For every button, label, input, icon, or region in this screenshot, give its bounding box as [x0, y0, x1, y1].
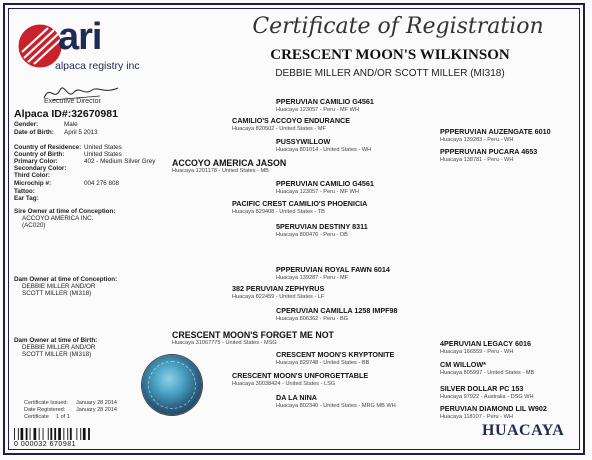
barcode-bar	[34, 428, 37, 440]
pedigree-detail: Huacaya 123057 - Peru - MF WH	[276, 106, 360, 113]
pedigree-detail: Huacaya 97922 - Australia - DSG WH	[440, 393, 534, 400]
pedigree-detail: Huacaya 822459 - United States - LF	[232, 293, 325, 300]
certificate-count-value: 1 of 1	[56, 414, 70, 420]
pedigree-name: CAMILIO'S ACCOYO ENDURANCE	[232, 116, 351, 125]
barcode-bar	[50, 428, 52, 440]
pedigree-entry	[232, 117, 350, 132]
alpaca-id-value: 32670981	[71, 108, 118, 120]
dob-value: April 5 2013	[64, 129, 98, 136]
dob-label: Date of Birth:	[14, 129, 54, 136]
pedigree-detail: Huacaya 123057 - Peru - MF WH	[276, 188, 360, 195]
barcode-bar	[14, 428, 15, 440]
pedigree-entry	[276, 98, 374, 113]
logo-text: ari	[58, 16, 102, 58]
barcode-bar	[63, 428, 64, 440]
barcode-bar	[80, 428, 81, 440]
barcode-number: 0 000032 670981	[14, 441, 76, 448]
pedigree-entry	[440, 148, 537, 163]
pedigree-entry	[440, 128, 551, 143]
pedigree-name: PPPERUVIAN AUZENGATE 6010	[440, 127, 551, 136]
pedigree-detail: Huacaya 30038424 - United States - LSG	[232, 380, 336, 387]
barcode-icon	[14, 428, 110, 440]
pedigree-entry	[440, 405, 547, 420]
animal-name: CRESCENT MOON'S WILKINSON	[270, 47, 510, 63]
barcode-bar	[54, 428, 56, 440]
barcode-bar	[76, 428, 77, 440]
barcode-bar	[39, 428, 40, 440]
pedigree-detail: Huacaya 138781 - Peru - WH	[440, 156, 514, 163]
pedigree-entry	[440, 361, 534, 376]
pedigree-name: 4PERUVIAN LEGACY 6016	[440, 339, 531, 348]
pedigree-detail: Huacaya 802340 - United States - MRG MB WH	[276, 402, 396, 409]
residence-value: United States	[84, 144, 122, 151]
sire-owner-line-2: (AC020)	[22, 222, 46, 229]
pedigree-entry	[440, 340, 531, 355]
birth-country-label: Country of Birth:	[14, 151, 65, 158]
certificate-count-label: Certificate	[24, 414, 49, 420]
pedigree-detail: Huacaya 806362 - Peru - BG	[276, 315, 349, 322]
barcode-bar	[43, 428, 44, 440]
pedigree-entry-sire	[172, 158, 286, 175]
hologram-seal-icon	[142, 355, 202, 415]
pedigree-detail: Huacaya 829408 - United States - TB	[232, 208, 325, 215]
date-registered-value: January 28 2014	[76, 407, 117, 413]
logo-subtitle: alpaca registry inc	[55, 60, 140, 72]
gender-value: Male	[64, 121, 78, 128]
pedigree-entry	[276, 180, 374, 195]
residence-label: Country of Residence:	[14, 144, 82, 151]
pedigree-name: PUSSYWILLOW	[276, 137, 331, 146]
pedigree-name: CM WILLOW*	[440, 360, 486, 369]
microchip-label: Microchip #:	[14, 180, 52, 187]
pedigree-detail: Huacaya 118107 - Peru - WH	[440, 413, 513, 420]
dam-owner-conception-line-1: DEBBIE MILLER AND/OR	[22, 283, 96, 290]
pedigree-name: SILVER DOLLAR PC 153	[440, 384, 524, 393]
eartag-label: Ear Tag:	[14, 195, 39, 202]
dam-owner-birth-label: Dam Owner at time of Birth:	[14, 337, 98, 344]
pedigree-detail: Huacaya 31067775 - United States - MSG	[172, 340, 277, 346]
barcode-bar	[88, 428, 90, 440]
pedigree-name: PPPERUVIAN PUCARA 4653	[440, 147, 538, 156]
pedigree-name: CRESCENT MOON'S KRYPTONITE	[276, 350, 395, 359]
cert-issued-label: Certificate Issued:	[24, 400, 69, 406]
barcode-bar	[58, 428, 61, 440]
microchip-value: 004 276 808	[84, 180, 120, 187]
pedigree-name: DA LA NINA	[276, 393, 317, 402]
pedigree-entry	[276, 266, 390, 281]
pedigree-name: 5PERUVIAN DESTINY 8311	[276, 222, 368, 231]
primary-color-label: Primary Color:	[14, 158, 58, 165]
pedigree-detail: Huacaya 801014 - United States - WH	[276, 146, 372, 153]
gender-label: Gender:	[14, 121, 39, 128]
barcode-bar	[83, 428, 86, 440]
pedigree-detail: Huacaya 805997 - United States - MB	[440, 369, 535, 376]
secondary-color-label: Secondary Color:	[14, 165, 67, 172]
sire-owner-label: Sire Owner at time of Conception:	[14, 208, 116, 215]
pedigree-name: CRESCENT MOON'S UNFORGETTABLE	[232, 371, 369, 380]
breed-label: HUACAYA	[482, 422, 565, 439]
pedigree-entry	[276, 138, 371, 153]
barcode-bar	[21, 428, 24, 440]
pedigree-name: 382 PERUVIAN ZEPHYRUS	[232, 284, 325, 293]
dam-owner-conception-line-2: SCOTT MILLER (MI318)	[22, 290, 92, 297]
barcode-bar	[67, 428, 68, 440]
tattoo-label: Tattoo:	[14, 188, 35, 195]
pedigree-name: PACIFIC CREST CAMILIO'S PHOENICIA	[232, 199, 368, 208]
pedigree-entry	[276, 351, 394, 366]
hologram-ring	[148, 361, 196, 409]
barcode-bar	[26, 428, 28, 440]
sire-owner-line-1: ACCOYO AMERICA INC.	[22, 215, 94, 222]
pedigree-entry	[276, 223, 368, 238]
certificate-title: Certificate of Registration	[252, 14, 544, 39]
birth-country-value: United States	[84, 151, 122, 158]
barcode-bar	[18, 428, 19, 440]
pedigree-entry	[232, 200, 367, 215]
pedigree-name: PPERUVIAN CAMILIO G4561	[276, 179, 374, 188]
pedigree-entry	[440, 385, 534, 400]
pedigree-entry	[276, 307, 398, 322]
pedigree-entry	[276, 394, 396, 409]
pedigree-name: ACCOYO AMERICA JASON	[172, 158, 287, 168]
executive-director-label: Executive Director	[44, 98, 101, 105]
cert-issued-value: January 28 2014	[76, 400, 117, 406]
date-registered-label: Date Registered:	[24, 407, 66, 413]
pedigree-detail: Huacaya 829748 - United States - BB	[276, 359, 370, 366]
pedigree-name: PERUVIAN DIAMOND LIL W902	[440, 404, 547, 413]
alpaca-id-label: Alpaca ID#:	[14, 108, 72, 120]
dam-owner-birth-line-2: SCOTT MILLER (MI318)	[22, 351, 92, 358]
pedigree-name: CPERUVIAN CAMILLA 1258 IMPF98	[276, 306, 398, 315]
barcode-bar	[48, 428, 49, 440]
pedigree-detail: Huacaya 800476 - Peru - DB	[276, 231, 348, 238]
pedigree-entry	[232, 285, 324, 300]
primary-color-value: 402 - Medium Silver Grey	[84, 158, 156, 165]
barcode-bar	[30, 428, 31, 440]
barcode-bar	[70, 428, 72, 440]
pedigree-detail: Huacaya 1201178 - United States - MB	[172, 168, 269, 174]
pedigree-detail: Huacaya 139287 - Peru - MF	[276, 274, 349, 281]
pedigree-name: PPPERUVIAN ROYAL FAWN 6014	[276, 265, 390, 274]
dam-owner-birth-line-1: DEBBIE MILLER AND/OR	[22, 344, 96, 351]
third-color-label: Third Color:	[14, 172, 51, 179]
alpaca-id	[14, 108, 118, 120]
pedigree-detail: Huacaya 166559 - Peru - WH	[440, 348, 514, 355]
dam-owner-conception-label: Dam Owner at time of Conception:	[14, 276, 118, 283]
pedigree-detail: Huacaya 820502 - United States - MF	[232, 125, 326, 132]
pedigree-entry-dam	[172, 330, 334, 347]
pedigree-entry	[232, 372, 368, 387]
owner-line: DEBBIE MILLER AND/OR SCOTT MILLER (MI318)	[275, 68, 505, 79]
pedigree-name: CRESCENT MOON'S FORGET ME NOT	[172, 330, 334, 340]
pedigree-name: PPERUVIAN CAMILIO G4561	[276, 97, 374, 106]
pedigree-detail: Huacaya 139283 - Peru - WH	[440, 136, 514, 143]
